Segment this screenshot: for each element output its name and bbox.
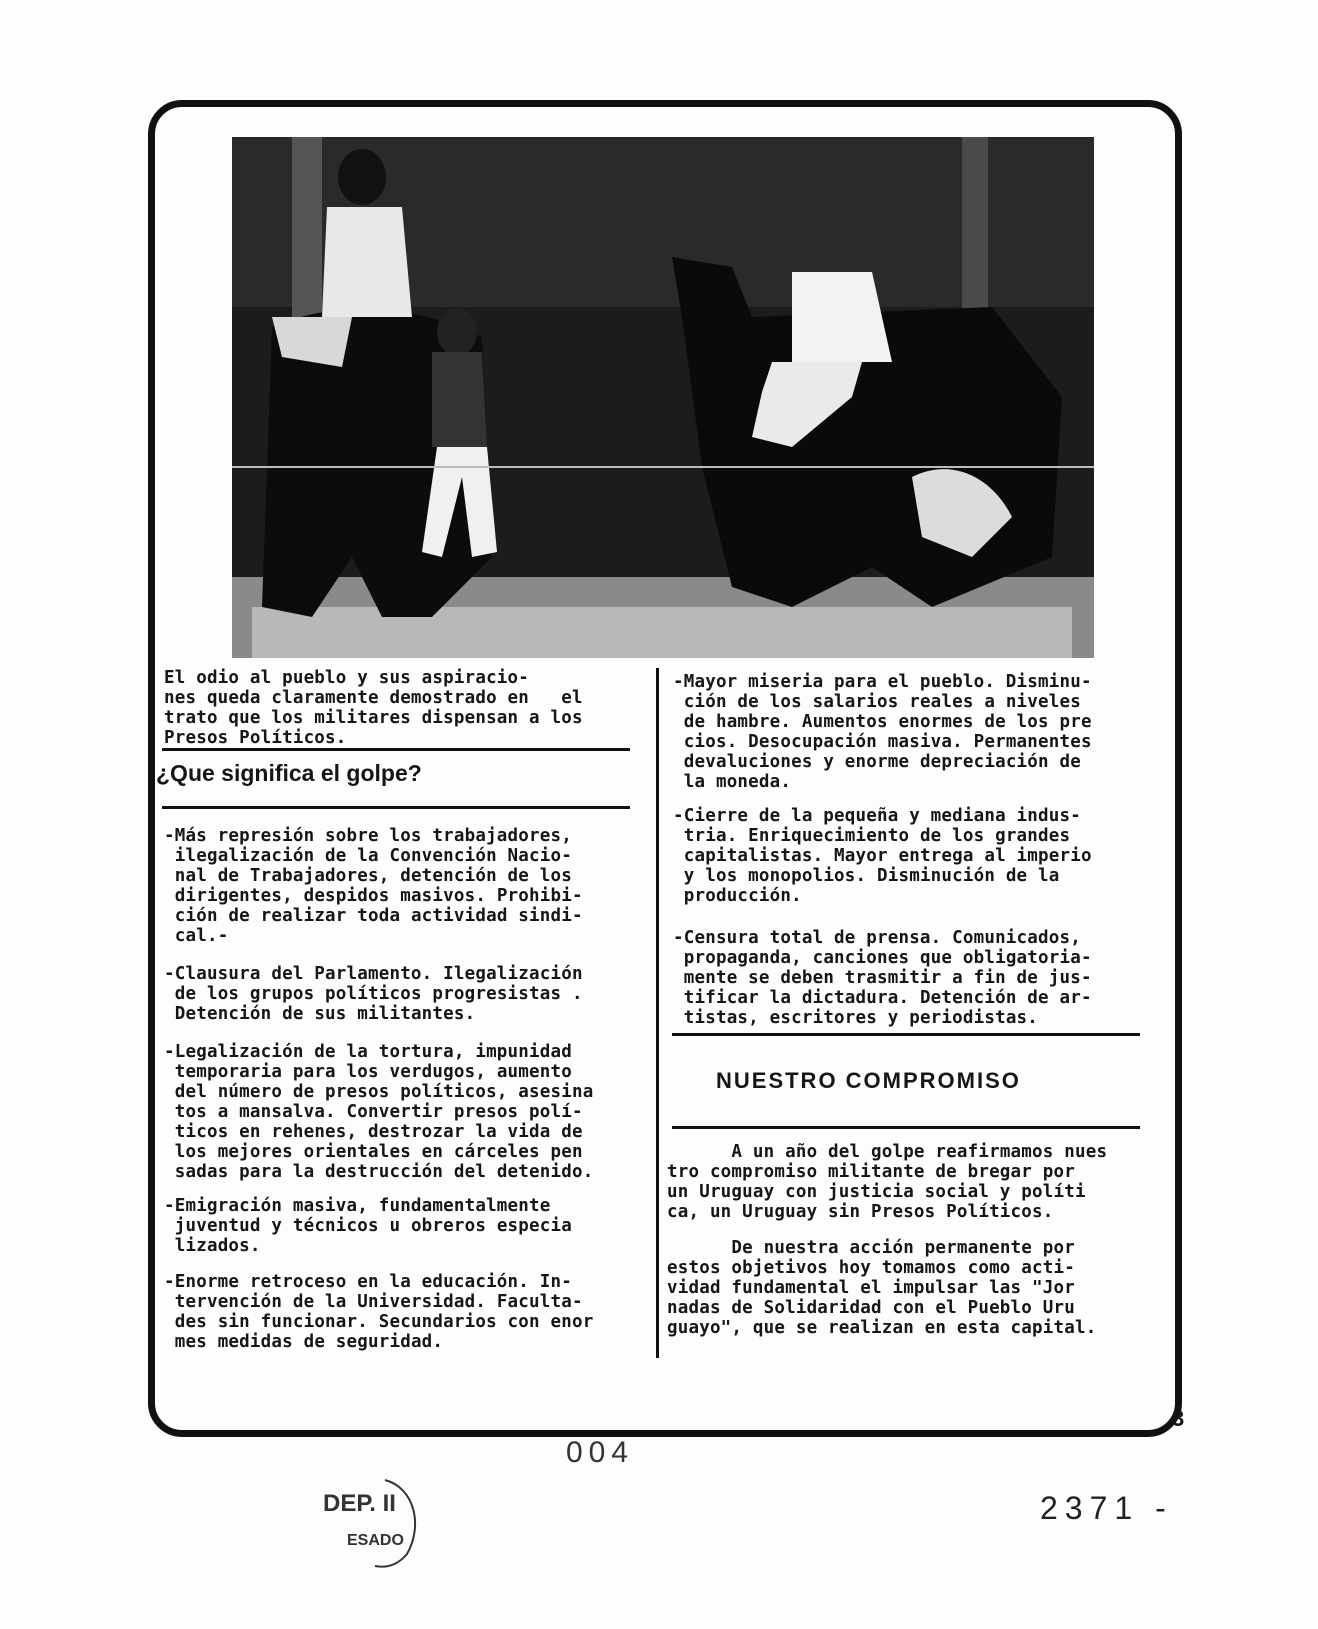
list-item: -Legalización de la tortura, impunidad temporaria para los verdugos, aumento del número de presos políticos, asesina tos a mansalva. Convertir presos polí- ticos en rehenes, destrozar la vida de los mejores orientales en cárceles pen sadas para la destrucción del detenido. <box>164 1042 594 1182</box>
list-item: -Censura total de prensa. Comunicados, propaganda, canciones que obligatoria- mente se deben trasmitir a fin de jus- tificar la dictadura. Detención de ar- tistas, escritores y periodistas. <box>673 928 1092 1028</box>
list-item: -Enorme retroceso en la educación. In- tervención de la Universidad. Faculta- des sin funcionar. Secundarios con enor mes medidas de seguridad. <box>164 1272 594 1352</box>
photo-caption: El odio al pueblo y sus aspiracio- nes queda claramente demostrado en el trato que los militares dispensan a los Presos Políticos. <box>164 668 583 748</box>
archive-number: 2371 - <box>1040 1490 1173 1526</box>
archive-stamp <box>315 1476 425 1568</box>
divider-line <box>162 748 630 751</box>
divider-line <box>672 1033 1140 1036</box>
paragraph: De nuestra acción permanente por estos objetivos hoy tomamos como acti- vidad fundamental el impulsar las "Jor nadas de Solidaridad con el Pueblo Uru guayo", que se realizan en esta capital. <box>667 1238 1097 1338</box>
list-item: -Clausura del Parlamento. Ilegalización de los grupos políticos progresistas . Detención de sus militantes. <box>164 964 583 1024</box>
document-code: 004 <box>566 1436 635 1469</box>
stamp-subtext: ESADO <box>347 1532 404 1549</box>
list-item: -Mayor miseria para el pueblo. Disminu- ción de los salarios reales a niveles de hambre. Aumentos enormes de los pre cios. Desocupación masiva. Permanentes devaluciones y enorme depreciación de la moneda. <box>673 672 1092 792</box>
list-item: -Más represión sobre los trabajadores, ilegalización de la Convención Nacio- nal de Trabajadores, detención de los dirigentes, despidos masivos. Prohibi- ción de realizar toda actividad sindi- cal.- <box>164 826 583 946</box>
paragraph: A un año del golpe reafirmamos nues tro compromiso militante de bregar por un Uruguay con justicia social y políti ca, un Uruguay sin Presos Políticos. <box>667 1142 1108 1222</box>
list-item: -Emigración masiva, fundamentalmente juventud y técnicos u obreros especia lizados. <box>164 1196 572 1256</box>
divider-line <box>672 1126 1140 1129</box>
list-item: -Cierre de la pequeña y mediana indus- tria. Enriquecimiento de los grandes capitalistas. Mayor entrega al imperio y los monopolios. Disminución de la producción. <box>673 806 1092 906</box>
divider-line <box>162 806 630 809</box>
section-heading-golpe: ¿Que significa el golpe? <box>156 760 422 786</box>
section-heading-compromiso: NUESTRO COMPROMISO <box>716 1068 1021 1093</box>
page-number: 3 <box>1172 1406 1185 1431</box>
protest-photograph <box>232 137 1094 658</box>
stamp-text: DEP. II <box>323 1490 396 1517</box>
column-divider <box>656 668 659 1358</box>
